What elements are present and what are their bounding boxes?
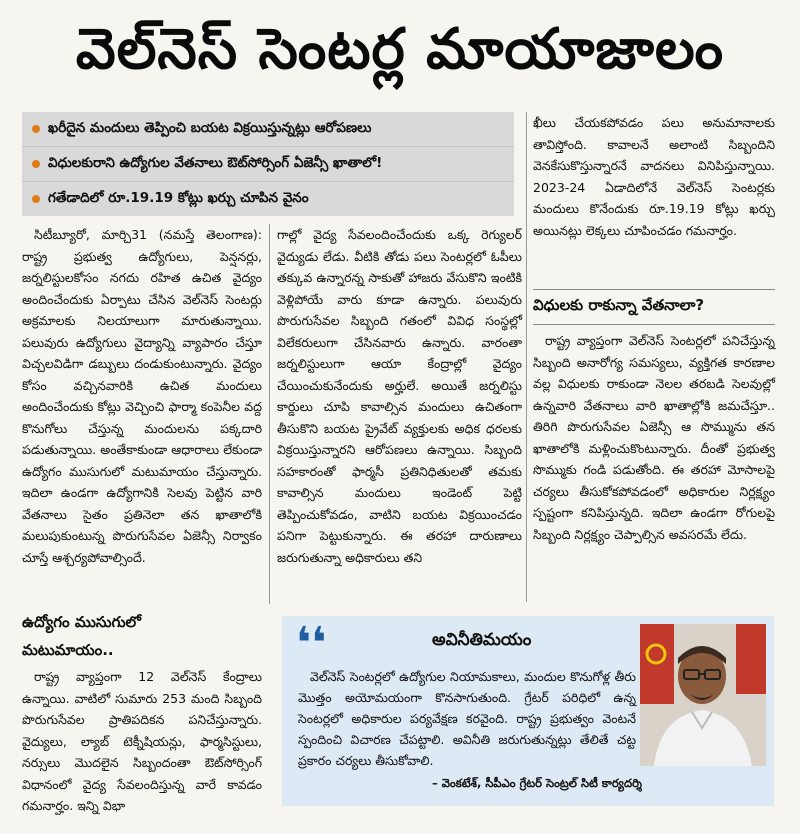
speaker-photo-illustration bbox=[640, 624, 766, 766]
subheading-1-line: ఉద్యోగం ముసుగులో bbox=[22, 613, 141, 631]
headline bbox=[0, 0, 800, 100]
quote-title: అవినీతిమయం bbox=[432, 630, 532, 650]
quote-mark-icon: ❛❛ bbox=[296, 618, 327, 669]
column-1-bottom bbox=[22, 666, 262, 817]
highlight-text: విధులకురాని ఉద్యోగుల వేతనాలు ఔట్‌సోర్సింగ్‌ ఏజెన్సీ ఖాతాలో! bbox=[48, 154, 383, 171]
column-divider bbox=[269, 224, 270, 604]
highlight-text: ఖరీదైన మందులు తెప్పించి బయట విక్రయిస్తున్నట్లు ఆరోపణలు bbox=[48, 119, 372, 136]
speaker-photo bbox=[640, 624, 766, 766]
subheading-2 bbox=[533, 289, 775, 325]
column-3-bottom bbox=[533, 330, 775, 545]
bullet-dot-icon bbox=[32, 125, 40, 133]
highlights-box bbox=[22, 112, 514, 216]
subheading-1-line: మటుమాయం.. bbox=[22, 641, 114, 659]
bullet-dot-icon bbox=[32, 160, 40, 168]
quote-signature: – వెంకటేశ్‌, సీపీఎం గ్రేటర్‌ సెంట్రల్‌ సిటీ కార్యదర్శి bbox=[432, 776, 642, 790]
highlight-item bbox=[22, 182, 514, 216]
highlight-text: గతేడాదిలో రూ.19.19 కోట్లు ఖర్చు చూపిన వైనం bbox=[48, 189, 309, 206]
paragraph: రాష్ట్ర వ్యాప్తంగా 12 వెల్‌నెస్‌ కేంద్రాలు ఉన్నాయి. వాటిలో సుమారు 253 మంది సిబ్బంది పొరుగుసేవల ప్రాతిపదికన పనిచేస్తున్నారు. వైద్యులు, ల్యాబ్‌ టెక్నీషియన్లు, ఫార్మసిస్టులు, నర్సులు మొదలైన సిబ్బందంతా ఔట్‌సోర్సింగ్‌ విధానంలో వైద్య సేవలందిస్తున్న వారే కావడం గమనార్హం. ఇన్ని విభా bbox=[22, 669, 262, 813]
column-2 bbox=[277, 224, 522, 568]
quote-box bbox=[282, 616, 774, 806]
column-3-top bbox=[533, 112, 775, 241]
paragraph: గాల్లో వైద్య సేవలందించేందుకు ఒక్క రెగ్యులర్‌ వైద్యుడు లేడు. వీటికి తోడు పలు సెంటర్లలో ఓపీలు తక్కువ ఉన్నారన్న సాకుతో హాజరు వేసుకొని ఇంటికి వెళ్లిపోయే వారు కూడా ఉన్నారు. పలువురు పొరుగుసేవల సిబ్బంది గతంలో వివిధ సంస్థల్లో విలేకరులుగా చేసినవారు ఉన్నారు. వారంతా జర్నలిస్టులుగా ఆయా కేంద్రాల్లో వైద్యం చేయించుకునేందుకు అర్హులే. అయితే జర్నలిస్టు కార్డులు చూపి కావాల్సిన మందులు ఉచితంగా తీసుకొని బయట ప్రైవేట్‌ వ్యక్తులకు అధిక ధరలకు విక్రయిస్తున్నారని ఆరోపణలు ఉన్నాయి. సిబ్బంది సహకారంతో ఫార్మసీ ప్రతినిధితులతో తమకు కావాల్సిన మందులు ఇండెంట్‌ పెట్టి తెప్పించుకోవడం, వాటిని బయట విక్రయించడం పనిగా పెట్టుకున్నారు. ఈ తరహా దారుణాలు జరుగుతున్నా అధికారులు తని bbox=[277, 227, 522, 565]
subheading-2-text: విధులకు రాకున్నా వేతనాలా? bbox=[533, 296, 705, 314]
headline-text: వెల్‌నెస్‌ సెంటర్ల మాయాజాలం bbox=[75, 17, 725, 82]
highlight-item bbox=[22, 147, 514, 182]
bullet-dot-icon bbox=[32, 195, 40, 203]
subheading-1 bbox=[22, 608, 262, 664]
quote-text: వెల్‌నెస్‌ సెంటర్లలో ఉద్యోగుల నియామకాలు, మందుల కొనుగోళ్ల తీరు మొత్తం అయోమయంగా కొనసాగుతుంది. గ్రేటర్‌ పరిధిలో ఉన్న సెంటర్లలో అధికారుల పర్యవేక్షణ కరవైంది. రాష్ట్ర ప్రభుత్వం వెంటనే స్పందించి విచారణ చేపట్టాలి. అవినీతి జరుగుతున్నట్లు తేలితే చట్ట ప్రకారం చర్యలు తీసుకోవాలి. bbox=[298, 669, 636, 768]
paragraph: రాష్ట్ర వ్యాప్తంగా వెల్‌నెస్‌ సెంటర్లలో పనిచేస్తున్న సిబ్బంది అనారోగ్య సమస్యలు, వ్యక్తిగత కారణాల వల్ల విధులకు రాకుండా నెలల తరబడి సెలవుల్లో ఉన్నవారి వేతనాలు వారి ఖాతాల్లోకి జమచేస్తూ.. తిరిగి పొరుగుసేవల ఏజెన్సీ ఆ సొమ్మును తన ఖాతాలోకి మళ్లించుకొంటున్నారు. దీంతో ప్రభుత్వ సొమ్ముకు గండి పడుతోంది. ఈ తరహా మోసాలపై చర్యలు తీసుకోకపోవడంలో అధికారుల నిర్లక్ష్యం స్పష్టంగా కనిపిస్తున్నది. ఇదిలా ఉండగా రోగులపై సిబ్బంది నిర్లక్ష్యం చెప్పాల్సిన అవసరమే లేదు. bbox=[533, 333, 775, 542]
paragraph: సిటీబ్యూరో, మార్చి31 (నమస్తే తెలంగాణ): రాష్ట్ర ప్రభుత్వ ఉద్యోగులు, పెన్షనర్లు, జర్నలిస్టులకోసం నగదు రహిత ఉచిత వైద్యం అందించేందుకు ఏర్పాటు చేసిన వెల్‌నెస్‌ సెంటర్లు అక్రమాలకు నిలయాలుగా మారుతున్నాయి. పలువురు ఉద్యోగులు వైద్యాన్ని వ్యాపారం చేస్తూ విచ్చలవిడిగా డబ్బులు దండుకుంటున్నారు. వైద్యం కోసం వచ్చినవారికి ఉచిత మందులు అందించేందుకు కోట్లు వెచ్చించి ఫార్మా కంపెనీల వద్ద కొనుగోలు చేస్తున్న మందులను పక్కదారి పడుతున్నాయి. అంతేకాకుండా ఆధారాలు లేకుండా ఉద్యోగం ముసుగులో మటుమాయం చేస్తున్నారు. ఇదిలా ఉండగా ఉద్యోగానికి సెలవు పెట్టిన వారి వేతనాలు సైతం ప్రతినెలా తన ఖాతాలోకి మలుపుకుంటున్న పొరుగుసేవల ఏజెన్సీ నిర్వాకం చూస్తే ఆశ్చర్యపోవాల్సిందే. bbox=[22, 227, 262, 565]
paragraph: ఖీలు చేయకపోవడం పలు అనుమానాలకు తావిస్తోంది. కావాలనే అలాంటి సిబ్బందిని వెనకేసుకొస్తున్నారనే వాదనలు వినిపిస్తున్నాయి. 2023-24 ఏడాదిలోనే వెల్‌నెస్‌ సెంటర్లకు మందులు కొనేందుకు రూ.19.19 కోట్లు ఖర్చు అయినట్లు లెక్కలు చూపించడం గమనార్హం. bbox=[533, 115, 775, 238]
highlight-item bbox=[22, 112, 514, 147]
column-divider bbox=[526, 112, 527, 602]
column-1-top bbox=[22, 224, 262, 568]
